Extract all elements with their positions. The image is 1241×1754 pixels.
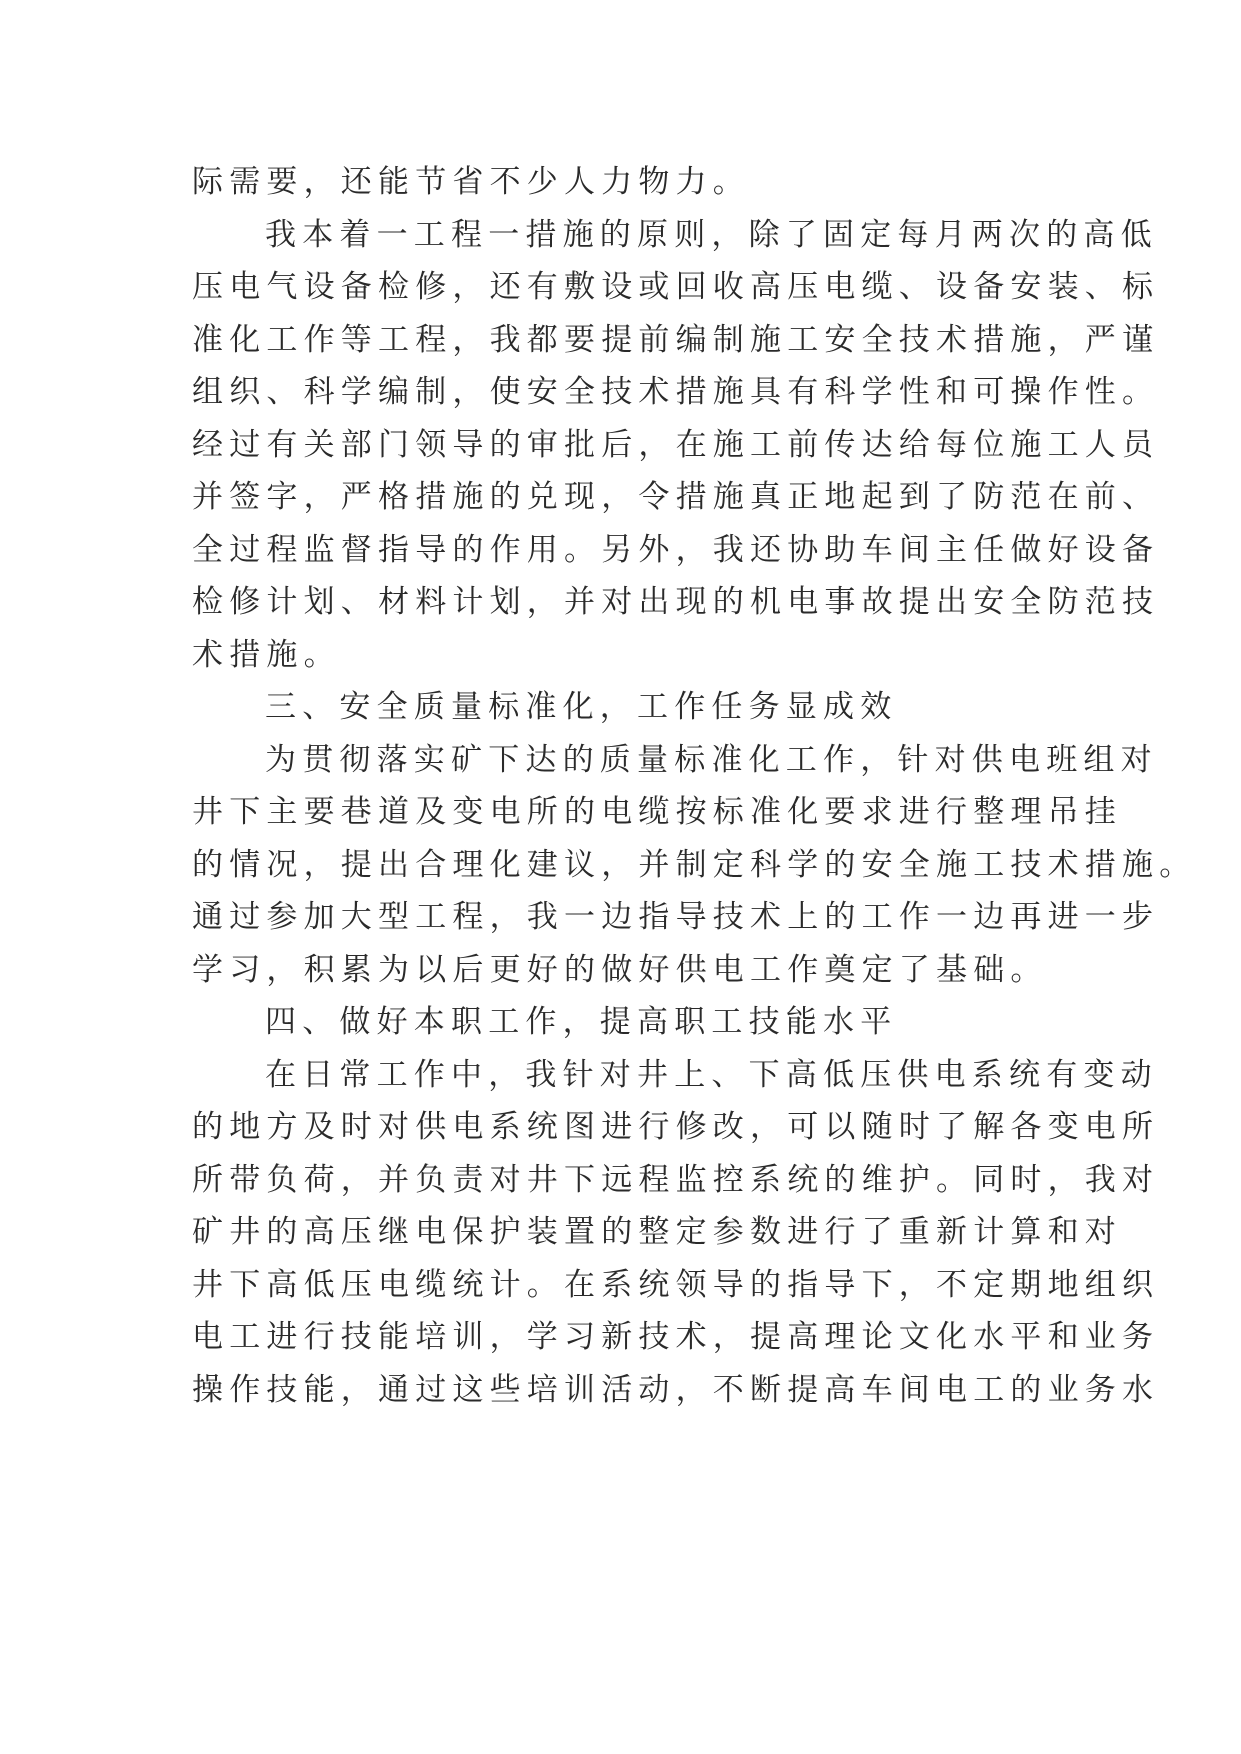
text-line: 的情况，提出合理化建议，并制定科学的安全施工技术措施。	[192, 846, 1197, 883]
text-line: 通过参加大型工程，我一边指导技术上的工作一边再进一步	[192, 899, 1160, 935]
text-line: 三、安全质量标准化，工作任务显成效	[265, 689, 898, 725]
text-line: 的地方及时对供电系统图进行修改，可以随时了解各变电所	[192, 1109, 1160, 1145]
text-line: 经过有关部门领导的审批后，在施工前传达给每位施工人员	[192, 426, 1160, 463]
text-line: 学习，积累为以后更好的做好供电工作奠定了基础。	[192, 951, 1048, 988]
text-line: 电工进行技能培训，学习新技术，提高理论文化水平和业务	[192, 1319, 1160, 1355]
text-line: 操作技能，通过这些培训活动，不断提高车间电工的业务水	[192, 1371, 1160, 1408]
text-line: 压电气设备检修，还有敷设或回收高压电缆、设备安装、标	[192, 269, 1160, 305]
text-line: 井下主要巷道及变电所的电缆按标准化要求进行整理吊挂	[192, 794, 1122, 830]
text-line: 术措施。	[192, 636, 341, 673]
text-line: 矿井的高压继电保护装置的整定参数进行了重新计算和对	[192, 1214, 1122, 1250]
text-line: 在日常工作中，我针对井上、下高低压供电系统有变动	[265, 1056, 1158, 1093]
text-line: 为贯彻落实矿下达的质量标准化工作，针对供电班组对	[265, 741, 1158, 778]
text-line: 际需要，还能节省不少人力物力。	[192, 164, 750, 200]
text-line: 四、做好本职工作，提高职工技能水平	[265, 1004, 898, 1040]
text-line: 全过程监督指导的作用。另外，我还协助车间主任做好设备	[192, 531, 1160, 568]
body-text	[192, 156, 1197, 1416]
text-line: 我本着一工程一措施的原则，除了固定每月两次的高低	[265, 216, 1158, 253]
text-line: 组织、科学编制，使安全技术措施具有科学性和可操作性。	[192, 374, 1160, 410]
text-line: 所带负荷，并负责对井下远程监控系统的维护。同时，我对	[192, 1161, 1160, 1198]
text-line: 检修计划、材料计划，并对出现的机电事故提出安全防范技	[192, 584, 1160, 620]
text-line: 准化工作等工程，我都要提前编制施工安全技术措施，严谨	[192, 321, 1160, 358]
text-line: 井下高低压电缆统计。在系统领导的指导下，不定期地组织	[192, 1266, 1160, 1303]
text-line: 并签字，严格措施的兑现，令措施真正地起到了防范在前、	[192, 479, 1160, 515]
